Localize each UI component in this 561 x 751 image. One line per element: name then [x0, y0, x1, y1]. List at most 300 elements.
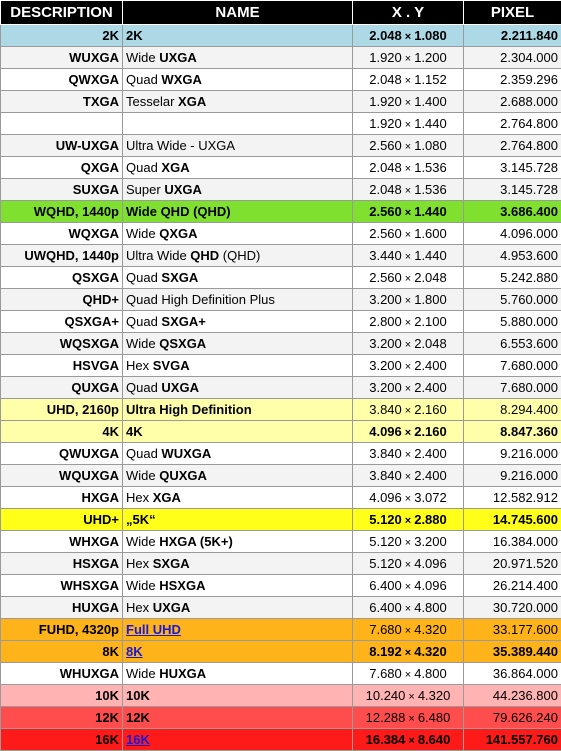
table-row: [1, 575, 561, 597]
table-row: [1, 641, 561, 663]
times-separator: ×: [402, 185, 414, 197]
name-cell: [123, 553, 353, 575]
name-part: Quad: [126, 72, 161, 87]
pixel-count-cell: 2.211.840: [464, 25, 561, 47]
times-separator: ×: [402, 163, 414, 175]
width-value: 5.120: [369, 512, 402, 527]
pixel-count-cell: 7.680.000: [464, 355, 561, 377]
name-part: 4K: [126, 424, 143, 439]
name-part: QHD: [190, 248, 219, 263]
description-cell: FUHD, 4320p: [1, 619, 123, 641]
width-value: 3.840: [369, 402, 402, 417]
times-separator: ×: [402, 339, 414, 351]
table-row: [1, 113, 561, 135]
name-part: WUXGA: [161, 446, 211, 461]
name-part: UXGA: [164, 182, 202, 197]
name-part: Wide: [126, 336, 159, 351]
table-row: [1, 245, 561, 267]
width-value: 2.048: [369, 160, 402, 175]
description-cell: WHSXGA: [1, 575, 123, 597]
name-cell: [123, 113, 353, 135]
height-value: 1.080: [414, 138, 447, 153]
height-value: 4.096: [414, 556, 447, 571]
name-cell: [123, 707, 353, 729]
times-separator: ×: [402, 515, 414, 527]
name-part: „5K“: [126, 512, 156, 527]
table-row: [1, 223, 561, 245]
pixel-count-cell: 2.688.000: [464, 91, 561, 113]
pixel-count-cell: 36.864.000: [464, 663, 561, 685]
width-value: 7.680: [369, 666, 402, 681]
table-row: [1, 333, 561, 355]
description-cell: QUXGA: [1, 377, 123, 399]
table-row: [1, 311, 561, 333]
description-cell: [1, 113, 123, 135]
dimensions-cell: [353, 135, 464, 157]
pixel-count-cell: 44.236.800: [464, 685, 561, 707]
pixel-count-cell: 8.294.400: [464, 399, 561, 421]
times-separator: ×: [402, 427, 414, 439]
description-cell: UWQHD, 1440p: [1, 245, 123, 267]
dimensions-cell: [353, 729, 464, 751]
dimensions-cell: [353, 47, 464, 69]
width-value: 4.096: [369, 490, 402, 505]
description-cell: 12K: [1, 707, 123, 729]
dimensions-cell: [353, 267, 464, 289]
description-cell: WQHD, 1440p: [1, 201, 123, 223]
dimensions-cell: [353, 25, 464, 47]
name-part: Super: [126, 182, 164, 197]
table-row: [1, 201, 561, 223]
dimensions-cell: [353, 223, 464, 245]
times-separator: ×: [405, 691, 417, 703]
dimensions-cell: [353, 113, 464, 135]
pixel-count-cell: 16.384.000: [464, 531, 561, 553]
times-separator: ×: [402, 295, 414, 307]
table-row: [1, 553, 561, 575]
description-cell: WUXGA: [1, 47, 123, 69]
name-cell: [123, 267, 353, 289]
description-cell: QWXGA: [1, 69, 123, 91]
dimensions-cell: [353, 421, 464, 443]
pixel-count-cell: 7.680.000: [464, 377, 561, 399]
name-cell: [123, 399, 353, 421]
table-row: [1, 619, 561, 641]
height-value: 2.100: [414, 314, 447, 329]
times-separator: ×: [402, 229, 414, 241]
table-row: [1, 421, 561, 443]
height-value: 3.072: [414, 490, 447, 505]
times-separator: ×: [402, 75, 414, 87]
pixel-count-cell: 3.686.400: [464, 201, 561, 223]
pixel-count-cell: 4.953.600: [464, 245, 561, 267]
width-value: 12.288: [366, 710, 406, 725]
name-part: XGA: [153, 490, 181, 505]
height-value: 1.800: [414, 292, 447, 307]
height-value: 2.400: [414, 358, 447, 373]
width-value: 16.384: [366, 732, 406, 747]
description-cell: HSVGA: [1, 355, 123, 377]
description-cell: 16K: [1, 729, 123, 751]
width-value: 6.400: [369, 600, 402, 615]
name-part: Wide: [126, 468, 159, 483]
name-cell: [123, 597, 353, 619]
width-value: 5.120: [369, 534, 402, 549]
table-row: [1, 91, 561, 113]
name-cell: [123, 179, 353, 201]
name-cell: [123, 465, 353, 487]
times-separator: ×: [402, 361, 414, 373]
table-row: [1, 465, 561, 487]
dimensions-cell: [353, 663, 464, 685]
width-value: 3.200: [369, 380, 402, 395]
pixel-count-cell: 9.216.000: [464, 465, 561, 487]
name-cell: [123, 685, 353, 707]
times-separator: ×: [402, 405, 414, 417]
name-cell: [123, 245, 353, 267]
pixel-count-cell: 2.764.800: [464, 135, 561, 157]
pixel-count-cell: 30.720.000: [464, 597, 561, 619]
description-cell: WQSXGA: [1, 333, 123, 355]
table-row: [1, 289, 561, 311]
width-value: 3.440: [369, 248, 402, 263]
pixel-count-cell: 33.177.600: [464, 619, 561, 641]
times-separator: ×: [402, 537, 414, 549]
header-pixel: PIXEL: [464, 1, 561, 25]
pixel-count-cell: 35.389.440: [464, 641, 561, 663]
width-value: 2.048: [369, 28, 402, 43]
pixel-count-cell: 9.216.000: [464, 443, 561, 465]
name-part: Ultra Wide -: [126, 138, 198, 153]
width-value: 2.800: [369, 314, 402, 329]
width-value: 1.920: [369, 50, 402, 65]
description-cell: 8K: [1, 641, 123, 663]
height-value: 2.048: [414, 270, 447, 285]
name-part: UXGA: [153, 600, 191, 615]
times-separator: ×: [402, 647, 414, 659]
dimensions-cell: [353, 685, 464, 707]
times-separator: ×: [402, 625, 414, 637]
width-value: 6.400: [369, 578, 402, 593]
name-cell: [123, 443, 353, 465]
table-row: [1, 531, 561, 553]
height-value: 1.536: [414, 182, 447, 197]
name-cell: [123, 355, 353, 377]
dimensions-cell: [353, 707, 464, 729]
height-value: 4.800: [414, 600, 447, 615]
pixel-count-cell: 12.582.912: [464, 487, 561, 509]
name-cell: [123, 135, 353, 157]
name-cell: [123, 575, 353, 597]
name-part: QUXGA: [159, 468, 207, 483]
name-part: QSXGA: [159, 336, 206, 351]
table-row: [1, 685, 561, 707]
description-cell: UHD, 2160p: [1, 399, 123, 421]
dimensions-cell: [353, 179, 464, 201]
name-link[interactable]: 16K: [126, 732, 150, 747]
width-value: 8.192: [369, 644, 402, 659]
width-value: 5.120: [369, 556, 402, 571]
table-row: [1, 157, 561, 179]
description-cell: WQXGA: [1, 223, 123, 245]
pixel-count-cell: 20.971.520: [464, 553, 561, 575]
width-value: 2.560: [369, 226, 402, 241]
width-value: 1.920: [369, 116, 402, 131]
name-part: XGA: [161, 160, 189, 175]
table-row: [1, 487, 561, 509]
width-value: 3.840: [369, 446, 402, 461]
times-separator: ×: [402, 97, 414, 109]
name-part: Quad: [126, 380, 161, 395]
pixel-count-cell: 141.557.760: [464, 729, 561, 751]
width-value: 3.200: [369, 358, 402, 373]
pixel-count-cell: 2.764.800: [464, 113, 561, 135]
name-part: Quad: [126, 446, 161, 461]
dimensions-cell: [353, 597, 464, 619]
name-cell: [123, 311, 353, 333]
dimensions-cell: [353, 465, 464, 487]
name-part: Wide: [126, 226, 159, 241]
table-row: [1, 47, 561, 69]
description-cell: 2K: [1, 25, 123, 47]
times-separator: ×: [402, 493, 414, 505]
description-cell: 4K: [1, 421, 123, 443]
height-value: 1.440: [414, 204, 447, 219]
name-part: Wide: [126, 50, 159, 65]
dimensions-cell: [353, 443, 464, 465]
name-part: HSXGA: [159, 578, 205, 593]
table-row: [1, 267, 561, 289]
pixel-count-cell: 79.626.240: [464, 707, 561, 729]
name-part: 2K: [126, 28, 143, 43]
name-cell: [123, 289, 353, 311]
description-cell: HXGA: [1, 487, 123, 509]
table-row: [1, 399, 561, 421]
description-cell: 10K: [1, 685, 123, 707]
height-value: 1.400: [414, 94, 447, 109]
pixel-count-cell: 3.145.728: [464, 157, 561, 179]
dimensions-cell: [353, 575, 464, 597]
name-part: Quad: [126, 270, 161, 285]
times-separator: ×: [402, 31, 414, 43]
name-part: XGA: [178, 94, 206, 109]
width-value: 2.560: [369, 204, 402, 219]
height-value: 1.440: [414, 248, 447, 263]
name-part: Quad: [126, 314, 161, 329]
times-separator: ×: [402, 273, 414, 285]
name-part: Wide: [126, 534, 159, 549]
pixel-count-cell: 5.242.880: [464, 267, 561, 289]
height-value: 2.880: [414, 512, 447, 527]
dimensions-cell: [353, 333, 464, 355]
dimensions-cell: [353, 399, 464, 421]
description-cell: WHXGA: [1, 531, 123, 553]
dimensions-cell: [353, 509, 464, 531]
name-cell: [123, 377, 353, 399]
dimensions-cell: [353, 531, 464, 553]
dimensions-cell: [353, 553, 464, 575]
pixel-count-cell: 14.745.600: [464, 509, 561, 531]
width-value: 1.920: [369, 94, 402, 109]
name-part: Wide: [126, 578, 159, 593]
pixel-count-cell: 5.760.000: [464, 289, 561, 311]
height-value: 1.080: [414, 28, 447, 43]
pixel-count-cell: 2.359.296: [464, 69, 561, 91]
description-cell: QSXGA+: [1, 311, 123, 333]
times-separator: ×: [402, 603, 414, 615]
pixel-count-cell: 4.096.000: [464, 223, 561, 245]
name-cell: [123, 509, 353, 531]
times-separator: ×: [402, 317, 414, 329]
width-value: 3.840: [369, 468, 402, 483]
name-part: WXGA: [161, 72, 201, 87]
name-cell: [123, 421, 353, 443]
width-value: 2.560: [369, 138, 402, 153]
table-row: [1, 443, 561, 465]
height-value: 6.480: [418, 710, 451, 725]
dimensions-cell: [353, 641, 464, 663]
times-separator: ×: [402, 53, 414, 65]
table-row: [1, 179, 561, 201]
pixel-count-cell: 3.145.728: [464, 179, 561, 201]
description-cell: UW-UXGA: [1, 135, 123, 157]
name-part: Tesselar: [126, 94, 178, 109]
header-xy: X . Y: [353, 1, 464, 25]
pixel-count-cell: 26.214.400: [464, 575, 561, 597]
name-part: Quad High Definition Plus: [126, 292, 275, 307]
width-value: 3.200: [369, 336, 402, 351]
height-value: 1.152: [414, 72, 447, 87]
table-body: [1, 25, 561, 751]
pixel-count-cell: 2.304.000: [464, 47, 561, 69]
name-cell: [123, 69, 353, 91]
description-cell: QHD+: [1, 289, 123, 311]
height-value: 2.400: [414, 446, 447, 461]
name-part: SXGA: [153, 556, 190, 571]
times-separator: ×: [402, 383, 414, 395]
name-cell: [123, 663, 353, 685]
width-value: 3.200: [369, 292, 402, 307]
name-link[interactable]: 8K: [126, 644, 143, 659]
table-row: [1, 509, 561, 531]
name-cell: [123, 157, 353, 179]
name-part: UXGA: [159, 50, 197, 65]
height-value: 1.600: [414, 226, 447, 241]
times-separator: ×: [402, 449, 414, 461]
name-cell: [123, 91, 353, 113]
name-part: Quad: [126, 160, 161, 175]
times-separator: ×: [405, 713, 417, 725]
name-cell: [123, 641, 353, 663]
height-value: 2.048: [414, 336, 447, 351]
table-row: [1, 377, 561, 399]
name-part: Ultra High Definition: [126, 402, 252, 417]
pixel-count-cell: 5.880.000: [464, 311, 561, 333]
name-link[interactable]: Full UHD: [126, 622, 181, 637]
times-separator: ×: [402, 581, 414, 593]
name-part: QXGA: [159, 226, 197, 241]
name-cell: [123, 487, 353, 509]
times-separator: ×: [405, 735, 417, 747]
dimensions-cell: [353, 69, 464, 91]
name-cell: [123, 619, 353, 641]
name-part: Ultra Wide: [126, 248, 190, 263]
height-value: 4.320: [418, 688, 451, 703]
description-cell: TXGA: [1, 91, 123, 113]
dimensions-cell: [353, 355, 464, 377]
name-part: (QHD): [219, 248, 260, 263]
name-part: 12K: [126, 710, 150, 725]
name-part: QHD (QHD): [161, 204, 231, 219]
description-cell: QXGA: [1, 157, 123, 179]
description-cell: QWUXGA: [1, 443, 123, 465]
dimensions-cell: [353, 157, 464, 179]
height-value: 4.800: [414, 666, 447, 681]
height-value: 2.400: [414, 380, 447, 395]
dimensions-cell: [353, 619, 464, 641]
name-cell: [123, 333, 353, 355]
height-value: 4.320: [414, 622, 447, 637]
table-row: [1, 355, 561, 377]
name-cell: [123, 223, 353, 245]
pixel-count-cell: 6.553.600: [464, 333, 561, 355]
width-value: 2.560: [369, 270, 402, 285]
times-separator: ×: [402, 251, 414, 263]
name-part: Hex: [126, 556, 153, 571]
description-cell: HUXGA: [1, 597, 123, 619]
name-part: UXGA: [161, 380, 199, 395]
table-row: [1, 135, 561, 157]
height-value: 1.440: [414, 116, 447, 131]
height-value: 3.200: [414, 534, 447, 549]
height-value: 2.160: [414, 424, 447, 439]
times-separator: ×: [402, 119, 414, 131]
name-part: SXGA+: [161, 314, 205, 329]
width-value: 7.680: [369, 622, 402, 637]
description-cell: WQUXGA: [1, 465, 123, 487]
table-row: [1, 729, 561, 751]
height-value: 8.640: [418, 732, 451, 747]
height-value: 2.160: [414, 402, 447, 417]
name-part: HUXGA: [159, 666, 206, 681]
header-name: NAME: [123, 1, 353, 25]
table-row: [1, 663, 561, 685]
name-part: Hex: [126, 600, 153, 615]
name-part: Hex: [126, 358, 153, 373]
dimensions-cell: [353, 487, 464, 509]
name-cell: [123, 25, 353, 47]
width-value: 10.240: [366, 688, 406, 703]
table-row: [1, 69, 561, 91]
name-part: Wide: [126, 666, 159, 681]
description-cell: QSXGA: [1, 267, 123, 289]
height-value: 1.536: [414, 160, 447, 175]
dimensions-cell: [353, 201, 464, 223]
header-description: DESCRIPTION: [1, 1, 123, 25]
times-separator: ×: [402, 141, 414, 153]
table-row: [1, 25, 561, 47]
times-separator: ×: [402, 559, 414, 571]
name-cell: [123, 729, 353, 751]
name-part: 10K: [126, 688, 150, 703]
times-separator: ×: [402, 207, 414, 219]
dimensions-cell: [353, 245, 464, 267]
name-cell: [123, 531, 353, 553]
height-value: 2.400: [414, 468, 447, 483]
height-value: 1.200: [414, 50, 447, 65]
times-separator: ×: [402, 471, 414, 483]
width-value: 2.048: [369, 72, 402, 87]
